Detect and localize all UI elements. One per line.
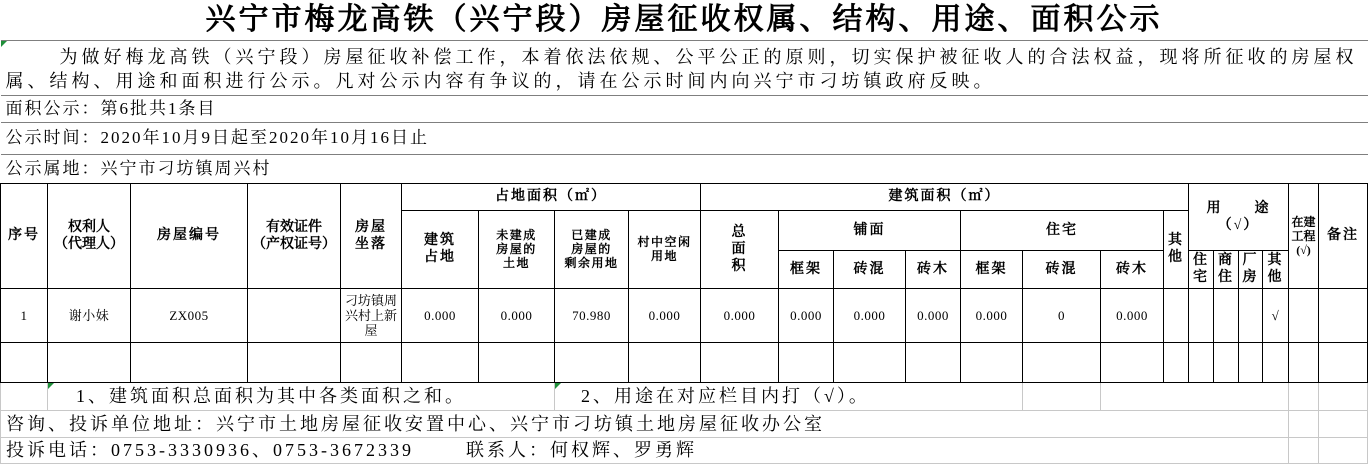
cell-certificate — [248, 288, 341, 342]
cell-res-brick-concrete: 0 — [1023, 288, 1101, 342]
cell-shop-brick-wood: 0.000 — [906, 288, 961, 342]
empty-cell — [248, 342, 341, 382]
cell-house-no: ZX005 — [131, 288, 248, 342]
empty-cell — [555, 342, 629, 382]
grid-cell — [1289, 437, 1319, 463]
page-title: 兴宁市梅龙高铁（兴宁段）房屋征收权属、结构、用途、面积公示 — [1, 0, 1368, 40]
header-usage-other: 其 他 — [1263, 250, 1289, 288]
empty-cell — [1023, 342, 1101, 382]
header-land-village-idle: 村中空闲 用地 — [629, 210, 701, 288]
complaint-phone: 投诉电话：0753-3330936、0753-3672339 — [6, 440, 414, 460]
header-land-area: 占地面积（㎡） — [402, 183, 701, 210]
header-usage: 用 途 （√） — [1189, 183, 1289, 250]
cell-land-village-idle: 0.000 — [629, 288, 701, 342]
header-res-brick-concrete: 砖混 — [1023, 250, 1101, 288]
header-building-area: 建筑面积（㎡） — [701, 183, 1189, 210]
empty-cell — [779, 342, 834, 382]
header-shop-brick-wood: 砖木 — [906, 250, 961, 288]
cell-land-building: 0.000 — [402, 288, 479, 342]
header-under-construction: 在建 工程 (√) — [1289, 183, 1319, 288]
header-land-building: 建筑 占地 — [402, 210, 479, 288]
empty-cell — [48, 342, 131, 382]
grid-cell — [1023, 382, 1101, 410]
empty-cell — [1319, 342, 1368, 382]
header-shop-brick-concrete: 砖混 — [834, 250, 906, 288]
header-total-area: 总 面 积 — [701, 210, 779, 288]
note-cell — [555, 382, 1023, 410]
batch-row — [1, 95, 1368, 122]
grid-cell — [1319, 382, 1368, 410]
empty-cell — [1239, 342, 1263, 382]
error-indicator-icon — [555, 383, 561, 389]
cell-address: 刁坊镇周兴村上新屋 — [341, 288, 402, 342]
empty-cell — [701, 342, 779, 382]
title-row — [1, 0, 1368, 40]
cell-owner: 谢小妹 — [48, 288, 131, 342]
cell-under-construction — [1289, 288, 1319, 342]
grid-cell — [1319, 410, 1368, 437]
header-seq: 序号 — [1, 183, 48, 288]
empty-cell — [906, 342, 961, 382]
period-info: 公示时间：2020年10月9日起至2020年10月16日止 — [1, 122, 1368, 154]
header-usage-factory: 厂 房 — [1239, 250, 1263, 288]
notes-row — [1, 382, 1368, 410]
note-2: 2、用途在对应栏目内打（√）。 — [581, 386, 870, 406]
header-shop-frame: 框架 — [779, 250, 834, 288]
empty-cell — [341, 342, 402, 382]
empty-cell — [1263, 342, 1289, 382]
location-info: 公示属地：兴宁市刁坊镇周兴村 — [1, 154, 1368, 183]
empty-cell — [961, 342, 1023, 382]
intro-line: 为做好梅龙高铁（兴宁段）房屋征收补偿工作，本着依法依规、公平公正的原则，切实保护被征收人的合法权益，现将所征收的房屋权 — [15, 46, 1358, 67]
grid-cell — [1289, 410, 1319, 437]
contact-persons: 联系人：何权辉、罗勇辉 — [466, 440, 697, 460]
header-res-brick-wood: 砖木 — [1101, 250, 1164, 288]
cell-total-area: 0.000 — [701, 288, 779, 342]
cell-res-frame: 0.000 — [961, 288, 1023, 342]
empty-cell — [1164, 342, 1189, 382]
header-shop: 铺面 — [779, 210, 961, 250]
empty-cell — [479, 342, 555, 382]
cell-remarks — [1319, 288, 1368, 342]
phone-row — [1, 437, 1368, 463]
table-row-empty — [1, 342, 1368, 382]
empty-cell — [402, 342, 479, 382]
cell-seq: 1 — [1, 288, 48, 342]
cell-land-unbuilt: 0.000 — [479, 288, 555, 342]
empty-cell — [629, 342, 701, 382]
table-row — [1, 288, 1368, 342]
header-certificate: 有效证件 （产权证号） — [248, 183, 341, 288]
grid-cell — [1101, 382, 1289, 410]
header-land-unbuilt: 未建成 房屋的 土地 — [479, 210, 555, 288]
empty-cell — [1, 342, 48, 382]
header-house-no: 房屋编号 — [131, 183, 248, 288]
cell-usage-residence — [1189, 288, 1214, 342]
cell-usage-factory — [1239, 288, 1263, 342]
header-other-area: 其 他 — [1164, 210, 1189, 288]
header-res-frame: 框架 — [961, 250, 1023, 288]
phone-cell — [1, 437, 1289, 463]
error-indicator-icon — [48, 383, 54, 389]
batch-info: 面积公示：第6批共1条目 — [1, 95, 1368, 122]
header-row — [1, 183, 1368, 210]
cell-shop-brick-concrete: 0.000 — [834, 288, 906, 342]
cell-other-area — [1164, 288, 1189, 342]
contact-address: 咨询、投诉单位地址：兴宁市土地房屋征收安置中心、兴宁市刁坊镇土地房屋征收办公室 — [6, 413, 825, 434]
note-cell — [48, 382, 555, 410]
header-remarks: 备注 — [1319, 183, 1368, 288]
header-address: 房屋 坐落 — [341, 183, 402, 288]
location-row — [1, 154, 1368, 183]
error-indicator-icon — [1, 41, 7, 47]
empty-cell — [1214, 342, 1239, 382]
cell-shop-frame: 0.000 — [779, 288, 834, 342]
empty-cell — [1189, 342, 1214, 382]
contact-cell — [1, 410, 1289, 437]
cell-land-remaining: 70.980 — [555, 288, 629, 342]
header-usage-commercial: 商 住 — [1214, 250, 1239, 288]
grid-cell — [1319, 437, 1368, 463]
header-land-remaining: 已建成 房屋的 剩余用地 — [555, 210, 629, 288]
note-1: 1、建筑面积总面积为其中各类面积之和。 — [76, 386, 466, 406]
intro-row — [1, 40, 1368, 95]
header-usage-residence: 住 宅 — [1189, 250, 1214, 288]
intro-paragraph — [1, 40, 1368, 95]
empty-cell — [131, 342, 248, 382]
contact-row — [1, 410, 1368, 437]
grid-cell — [1289, 382, 1319, 410]
empty-cell — [1289, 342, 1319, 382]
period-row — [1, 122, 1368, 154]
header-residence: 住宅 — [961, 210, 1164, 250]
empty-cell — [1101, 342, 1164, 382]
intro-line: 属、结构、用途和面积进行公示。凡对公示内容有争议的，请在公示时间内向兴宁市刁坊镇政府反映。 — [5, 70, 996, 91]
empty-cell — [834, 342, 906, 382]
grid-cell — [1, 382, 48, 410]
header-owner: 权利人 （代理人） — [48, 183, 131, 288]
cell-res-brick-wood: 0.000 — [1101, 288, 1164, 342]
cell-usage-commercial — [1214, 288, 1239, 342]
cell-usage-other-check: √ — [1263, 288, 1289, 342]
